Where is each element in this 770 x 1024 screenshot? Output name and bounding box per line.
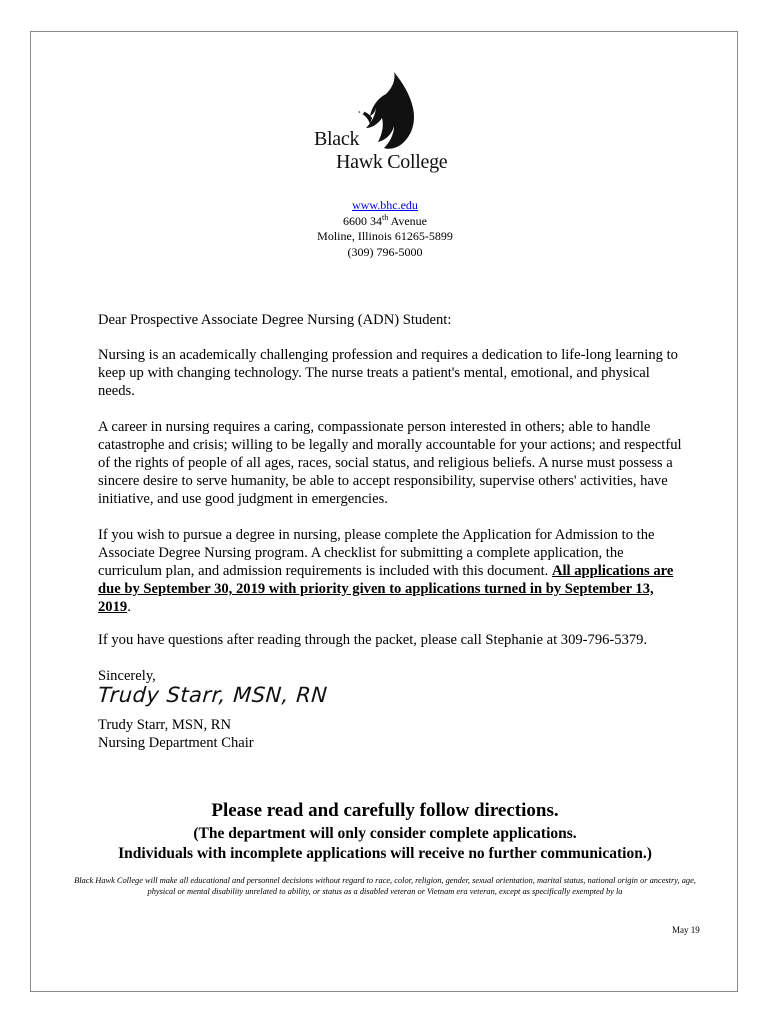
paragraph-3-end: . (127, 599, 131, 615)
street-number: 6600 34 (343, 213, 382, 228)
street-name: Avenue (388, 213, 427, 228)
paragraph-3 (98, 526, 690, 616)
revision-date: May 19 (672, 925, 700, 935)
phone-number: (309) 796-5000 (347, 244, 423, 259)
college-logo (312, 72, 472, 177)
logo-text-black: Black (314, 128, 360, 150)
notice-line-3: Individuals with incomplete applications will receive no further communication.) (118, 845, 652, 862)
logo-text-hawk-college: Hawk College (336, 151, 448, 173)
nondiscrimination-disclaimer: Black Hawk College will make all educational and personnel decisions without regard to race, color, religion, gender, sexual orientation, marital status, national origin or ancestry, age, physical or mental disability unrelated to ability, or status as a disabled veteran or Vietnam era veteran, except as specifically exempted by la (74, 876, 696, 896)
signer-title: Nursing Department Chair (98, 735, 254, 751)
contact-block (0, 198, 770, 260)
directions-heading: Please read and carefully follow directions. (211, 800, 559, 821)
signer-name: Trudy Starr, MSN, RN (98, 717, 232, 733)
salutation: Dear Prospective Associate Degree Nursing (ADN) Student: (98, 312, 452, 328)
paragraph-3-intro: If you wish to pursue a degree in nursing, please complete the Application for Admission to the Associate Degree Nursing program. A checklist for submitting a complete application, the curriculum plan, and admission requirements is included with this document. (98, 527, 655, 579)
street-suffix: th (382, 212, 389, 222)
city-line: Moline, Illinois 61265-5899 (317, 229, 453, 243)
paragraph-2 (98, 418, 690, 508)
paragraph-1 (98, 346, 690, 400)
website-link[interactable]: www.bhc.edu (352, 198, 418, 212)
paragraph-4-text: If you have questions after reading through the packet, please call Stephanie at 309-796-5379. (98, 632, 648, 648)
signer-block (98, 716, 690, 752)
deadline-emphasis: All applications are due by September 30, 2019 with priority given to applications turned in by September 13, 2019 (98, 563, 674, 615)
closing: Sincerely, (98, 668, 156, 684)
notice-line-2: (The department will only consider complete applications. (193, 825, 577, 842)
paragraph-4 (98, 631, 690, 649)
handwritten-signature: Trudy Starr, MSN, RN (97, 683, 329, 707)
paragraph-1-text: Nursing is an academically challenging profession and requires a dedication to life-long learning to keep up with changing technology. The nurse treats a patient's mental, emotional, and physical needs. (98, 347, 678, 399)
street-address (0, 214, 770, 230)
paragraph-2-text: A career in nursing requires a caring, compassionate person interested in others; able to handle catastrophe and crisis; willing to be legally and morally accountable for your actions; and respectful of the rights of people of all ages, races, social status, and religious beliefs. A nurse must possess a sincere desire to serve humanity, be able to accept responsibility, supervise others' activities, have initiative, and use good judgment in emergencies. (98, 419, 682, 507)
